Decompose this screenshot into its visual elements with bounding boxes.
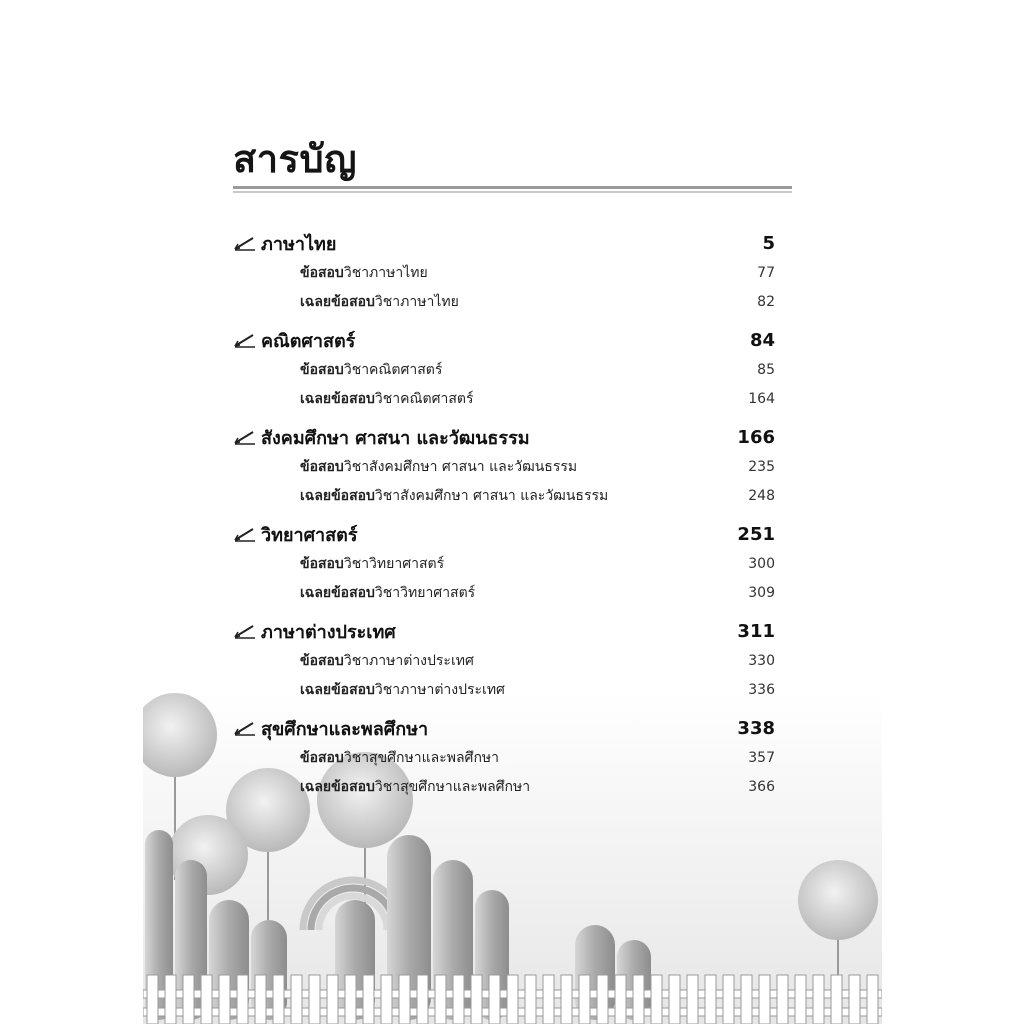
section-title: คณิตศาสตร์ — [261, 330, 356, 352]
entry-page: 357 — [748, 750, 775, 766]
section-page: 311 — [737, 620, 775, 642]
toc-section — [233, 517, 775, 614]
table-of-contents — [233, 226, 775, 808]
toc-entry[interactable] — [300, 579, 775, 607]
toc-entry[interactable] — [300, 288, 775, 316]
toc-entry[interactable] — [300, 482, 775, 510]
entry-text: วิชาสุขศึกษาและพลศึกษา — [343, 750, 500, 766]
entry-text: วิชาวิทยาศาสตร์ — [374, 585, 476, 601]
pencil-icon — [233, 234, 257, 252]
toc-section — [233, 323, 775, 420]
entry-prefix: เฉลยข้อสอบ — [300, 488, 375, 504]
pencil-icon — [233, 525, 257, 543]
section-page: 166 — [737, 426, 775, 448]
pencil-icon — [233, 719, 257, 737]
entry-prefix: ข้อสอบ — [300, 556, 344, 572]
section-heading[interactable] — [233, 517, 775, 551]
section-title: สุขศึกษาและพลศึกษา — [261, 718, 429, 740]
entry-prefix: เฉลยข้อสอบ — [300, 682, 375, 698]
entry-page: 309 — [748, 585, 775, 601]
entry-text: วิชาคณิตศาสตร์ — [343, 362, 443, 378]
toc-entry[interactable] — [300, 773, 775, 801]
section-title: ภาษาต่างประเทศ — [261, 621, 396, 643]
entry-text: วิชาวิทยาศาสตร์ — [343, 556, 445, 572]
entry-text: วิชาสังคมศึกษา ศาสนา และวัฒนธรรม — [374, 488, 609, 504]
entry-prefix: เฉลยข้อสอบ — [300, 779, 375, 795]
pencil-icon — [233, 428, 257, 446]
section-page: 338 — [737, 717, 775, 739]
entry-page: 336 — [748, 682, 775, 698]
section-page: 251 — [737, 523, 775, 545]
entry-page: 235 — [748, 459, 775, 475]
entry-prefix: เฉลยข้อสอบ — [300, 294, 375, 310]
entry-page: 366 — [748, 779, 775, 795]
entry-page: 82 — [757, 294, 775, 310]
entry-page: 85 — [757, 362, 775, 378]
toc-entry[interactable] — [300, 676, 775, 704]
entry-text: วิชาภาษาต่างประเทศ — [343, 653, 474, 669]
entry-prefix: ข้อสอบ — [300, 459, 344, 475]
entry-prefix: ข้อสอบ — [300, 265, 344, 281]
entry-prefix: เฉลยข้อสอบ — [300, 585, 375, 601]
section-title: วิทยาศาสตร์ — [261, 524, 358, 546]
pencil-icon — [233, 622, 257, 640]
toc-entry[interactable] — [300, 453, 775, 481]
entry-prefix: ข้อสอบ — [300, 750, 344, 766]
page-title: สารบัญ — [233, 137, 357, 181]
section-title: สังคมศึกษา ศาสนา และวัฒนธรรม — [261, 427, 530, 449]
section-heading[interactable] — [233, 614, 775, 648]
entry-prefix: เฉลยข้อสอบ — [300, 391, 375, 407]
toc-section — [233, 614, 775, 711]
toc-entry[interactable] — [300, 647, 775, 675]
section-heading[interactable] — [233, 226, 775, 260]
section-heading[interactable] — [233, 323, 775, 357]
entry-text: วิชาภาษาไทย — [374, 294, 459, 310]
entry-text: วิชาภาษาไทย — [343, 265, 428, 281]
section-title: ภาษาไทย — [261, 233, 337, 255]
toc-section — [233, 420, 775, 517]
section-page: 5 — [762, 232, 775, 254]
toc-entry[interactable] — [300, 550, 775, 578]
section-page: 84 — [749, 329, 775, 351]
tree-top — [798, 860, 878, 940]
section-heading[interactable] — [233, 711, 775, 745]
entry-prefix: ข้อสอบ — [300, 362, 344, 378]
entry-page: 164 — [748, 391, 775, 407]
entry-page: 330 — [748, 653, 775, 669]
toc-section — [233, 226, 775, 323]
entry-page: 77 — [757, 265, 775, 281]
entry-prefix: ข้อสอบ — [300, 653, 344, 669]
entry-text: วิชาสุขศึกษาและพลศึกษา — [374, 779, 531, 795]
toc-entry[interactable] — [300, 385, 775, 413]
entry-page: 300 — [748, 556, 775, 572]
entry-text: วิชาสังคมศึกษา ศาสนา และวัฒนธรรม — [343, 459, 578, 475]
toc-entry[interactable] — [300, 259, 775, 287]
pencil-icon — [233, 331, 257, 349]
entry-text: วิชาภาษาต่างประเทศ — [374, 682, 505, 698]
toc-entry[interactable] — [300, 356, 775, 384]
entry-page: 248 — [748, 488, 775, 504]
entry-text: วิชาคณิตศาสตร์ — [374, 391, 474, 407]
section-heading[interactable] — [233, 420, 775, 454]
title-divider — [233, 186, 792, 193]
toc-entry[interactable] — [300, 744, 775, 772]
toc-section — [233, 711, 775, 808]
